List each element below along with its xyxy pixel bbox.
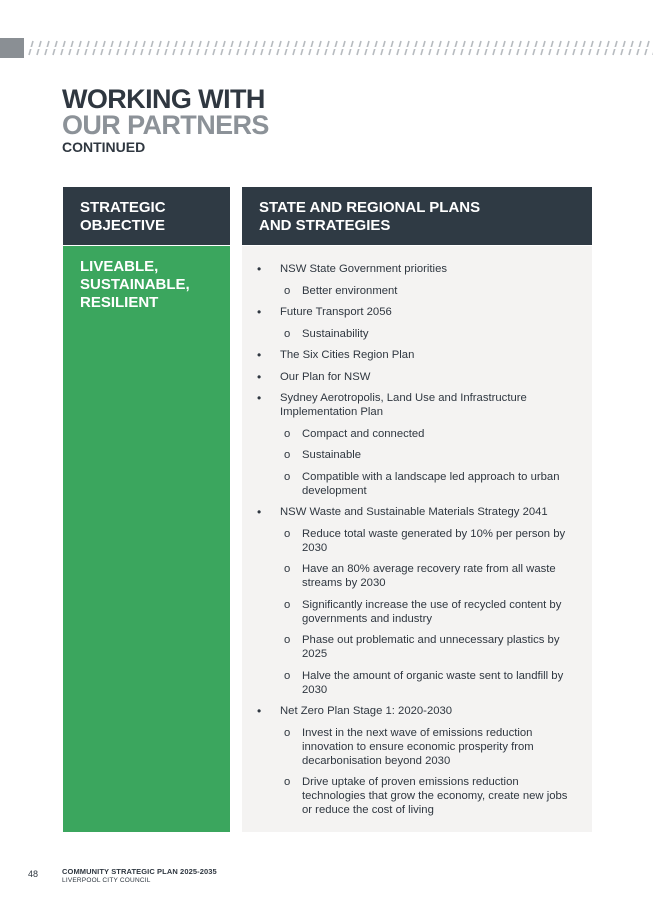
- bullet-marker: •: [257, 348, 262, 362]
- item-text: Better environment: [302, 284, 398, 297]
- sub-list-item: [242, 669, 592, 697]
- item-text: The Six Cities Region Plan: [280, 349, 415, 361]
- top-grey-block: [0, 38, 24, 58]
- plans-list: [242, 262, 592, 825]
- header-line: STATE AND REGIONAL PLANS: [259, 199, 481, 216]
- bullet-marker: •: [257, 305, 262, 319]
- sub-bullet-marker: o: [284, 726, 291, 739]
- top-decorative-band: [0, 38, 653, 58]
- title-line-1: WORKING WITH: [62, 84, 265, 114]
- sub-bullet-marker: o: [284, 470, 291, 483]
- item-text: Halve the amount of organic waste sent to landfill by 2030: [302, 669, 564, 696]
- hatch-pattern: [27, 38, 653, 58]
- item-text: Phase out problematic and unnecessary plastics by 2025: [302, 634, 560, 660]
- item-text: Our Plan for NSW: [280, 370, 371, 383]
- item-text: Have an 80% average recovery rate from all waste streams by 2030: [302, 563, 556, 589]
- bullet-marker: •: [257, 704, 262, 718]
- sub-list-item: [242, 284, 592, 298]
- item-text: Sydney Aerotropolis, Land Use and Infrastructure Implementation Plan: [280, 392, 527, 418]
- item-text: Invest in the next wave of emissions reduction innovation to ensure economic prosperity from decarbonisation beyond 2030: [302, 726, 534, 767]
- item-text: Significantly increase the use of recycled content by governments and industry: [302, 598, 562, 625]
- sub-list-item: [242, 448, 592, 462]
- sub-bullet-marker: o: [284, 669, 291, 682]
- item-text: Sustainability: [302, 327, 369, 340]
- header-line: STRATEGIC: [80, 199, 166, 216]
- item-text: Net Zero Plan Stage 1: 2020-2030: [280, 705, 453, 717]
- sub-bullet-marker: o: [284, 563, 291, 575]
- page-number: 48: [28, 869, 39, 879]
- list-item: [242, 262, 592, 276]
- list-item: [242, 348, 592, 362]
- objective-line: SUSTAINABLE,: [80, 276, 190, 293]
- sub-bullet-marker: o: [284, 527, 291, 540]
- title-line-2: OUR PARTNERS: [62, 110, 269, 140]
- plans-strategies-header: [242, 187, 592, 245]
- item-text: Drive uptake of proven emissions reduction technologies that grow the economy, create new jobs or reduce the cost of living: [302, 776, 568, 816]
- item-text: Future Transport 2056: [280, 306, 392, 318]
- item-text: Compatible with a landscape led approach to urban development: [302, 470, 560, 497]
- list-item: [242, 704, 592, 718]
- list-item: [242, 505, 592, 519]
- bullet-marker: •: [257, 391, 262, 405]
- sub-bullet-marker: o: [284, 327, 291, 340]
- title-continued: CONTINUED: [62, 139, 146, 155]
- plans-cell: [242, 246, 592, 832]
- sub-bullet-marker: o: [284, 776, 291, 788]
- list-item: [242, 370, 592, 384]
- sub-list-item: [242, 562, 592, 590]
- sub-list-item: [242, 470, 592, 498]
- page-title: [62, 86, 269, 155]
- sub-bullet-marker: o: [284, 634, 291, 646]
- item-text: NSW Waste and Sustainable Materials Strategy 2041: [280, 506, 548, 518]
- sub-list-item: [242, 327, 592, 341]
- bullet-marker: •: [257, 262, 262, 276]
- strategic-objective-header: [63, 187, 230, 245]
- list-item: [242, 391, 592, 419]
- item-text: NSW State Government priorities: [280, 263, 447, 275]
- bullet-marker: •: [257, 369, 262, 384]
- sub-list-item: [242, 775, 592, 817]
- footer-document-title: COMMUNITY STRATEGIC PLAN 2025-2035: [62, 867, 217, 876]
- item-text: Reduce total waste generated by 10% per person by 2030: [302, 527, 566, 554]
- sub-bullet-marker: o: [284, 427, 291, 440]
- sub-list-item: [242, 598, 592, 626]
- sub-list-item: [242, 726, 592, 768]
- sub-bullet-marker: o: [284, 284, 291, 297]
- header-line: OBJECTIVE: [80, 217, 166, 234]
- bullet-marker: •: [257, 505, 262, 519]
- item-text: Sustainable: [302, 449, 362, 461]
- item-text: Compact and connected: [302, 427, 425, 440]
- objective-line: RESILIENT: [80, 294, 159, 311]
- sub-bullet-marker: o: [284, 449, 291, 461]
- footer-organisation: LIVERPOOL CITY COUNCIL: [62, 877, 151, 884]
- sub-bullet-marker: o: [284, 598, 291, 611]
- list-item: [242, 305, 592, 319]
- objective-line: LIVEABLE,: [80, 258, 159, 275]
- sub-list-item: [242, 633, 592, 661]
- header-line: AND STRATEGIES: [259, 217, 391, 234]
- sub-list-item: [242, 427, 592, 441]
- sub-list-item: [242, 527, 592, 555]
- objective-cell: [63, 246, 230, 832]
